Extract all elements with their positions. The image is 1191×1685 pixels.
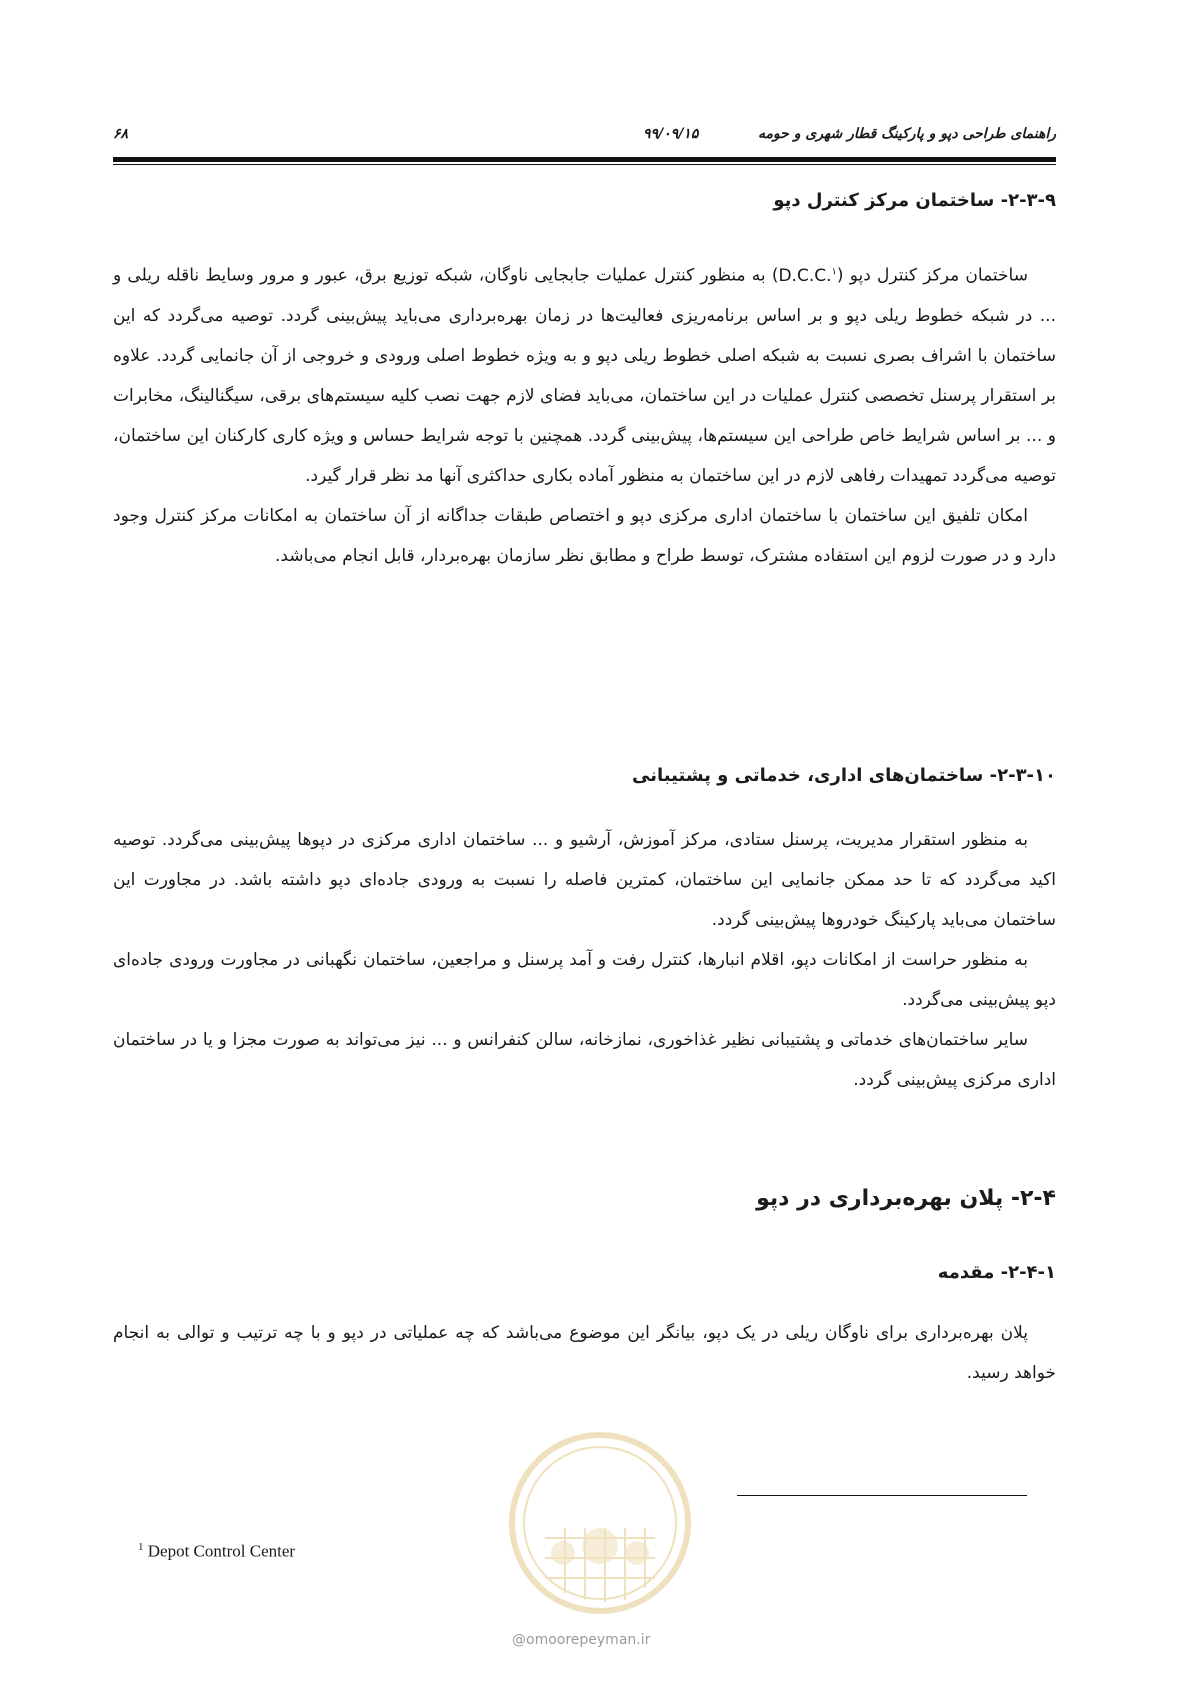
- paragraph: به منظور استقرار مدیریت، پرسنل ستادی، مرکز آموزش، آرشیو و ... ساختمان اداری مرکزی در دپوها پیش‌بینی می‌گردد. توصیه اکید می‌گردد که تا حد ممکن جانمایی این ساختمان، کمترین فاصله را نسبت به ورودی جاده‌ای دپو داشته باشد. در مجاورت این ساختمان می‌باید پارکینگ خودروها پیش‌بینی گردد.: [113, 830, 1056, 930]
- header-rule-thick: [113, 157, 1056, 162]
- watermark-site: @omoorepeyman.ir: [512, 1632, 651, 1648]
- footnote: [138, 1541, 295, 1562]
- section-body-2-3-10: [113, 820, 1056, 1100]
- footnote-text: Depot Control Center: [147, 1541, 296, 1561]
- footnote-separator: [737, 1495, 1027, 1496]
- section-body-2-3-9: [113, 252, 1056, 576]
- paragraph: سایر ساختمان‌های خدماتی و پشتیبانی نظیر غذاخوری، نمازخانه، سالن کنفرانس و ... نیز می‌تواند به صورت مجزا و یا در ساختمان اداری مرکزی پیش‌بینی گردد.: [113, 1030, 1056, 1090]
- watermark-seal-icon: [505, 1428, 695, 1618]
- section-heading-2-4-1: ۲-۴-۱- مقدمه: [937, 1262, 1056, 1283]
- header-date: ۹۹/۰۹/۱۵: [643, 126, 699, 142]
- paragraph-rest: ) به منظور کنترل عملیات جابجایی ناوگان، شبکه توزیع برق، عبور و مرور وسایط ناقله ریلی و ... در شبکه خطوط ریلی دپو و بر اساس برنامه‌ریزی فعالیت‌ها در زمان بهره‌برداری می‌باید پیش‌بینی گردد. توصیه می‌گردد که این ساختمان با اشراف بصری نسبت به شبکه اصلی خطوط ریلی دپو و به ویژه خطوط اصلی ورودی و خروجی از آن جانمایی گردد. علاوه بر استقرار پرسنل تخصصی کنترل عملیات در این ساختمان، می‌باید فضای لازم جهت نصب کلیه سیستم‌های برقی، سیگنالینگ، مخابرات و ... بر اساس شرایط خاص طراحی این سیستم‌ها، پیش‌بینی گردد. همچنین با توجه شرایط حساس و ویژه کاری کارکنان این ساختمان، توصیه می‌گردد تمهیدات رفاهی لازم در این ساختمان به منظور آماده بکاری حداکثری آنها مد نظر قرار گیرد.: [113, 265, 1056, 486]
- paragraph: امکان تلفیق این ساختمان با ساختمان اداری مرکزی دپو و اختصاص طبقات جداگانه از آن ساختمان به امکانات مرکز کنترل وجود دارد و در صورت لزوم این استفاده مشترک، توسط طراح و مطابق نظر سازمان بهره‌بردار، قابل انجام می‌باشد.: [113, 505, 1056, 566]
- paragraph: پلان بهره‌برداری برای ناوگان ریلی در یک دپو، بیانگر این موضوع می‌باشد که چه عملیاتی در دپو و با چه ترتیب و توالی به انجام خواهد رسید.: [113, 1323, 1056, 1383]
- running-header: [113, 126, 1056, 150]
- footnote-reference: ۱: [831, 266, 837, 277]
- section-heading-2-3-10: ۲-۳-۱۰- ساختمان‌های اداری، خدماتی و پشتیبانی: [632, 765, 1056, 786]
- header-title: راهنمای طراحی دپو و پارکینگ قطار شهری و حومه: [757, 126, 1056, 142]
- paragraph: [113, 252, 1056, 496]
- watermark-logo: [505, 1428, 695, 1618]
- abbreviation-text: D.C.C.: [778, 265, 832, 286]
- section-body-2-4-1: [113, 1313, 1056, 1393]
- page-number: ۶۸: [113, 126, 129, 142]
- paragraph: به منظور حراست از امکانات دپو، اقلام انبارها، کنترل رفت و آمد پرسنل و مراجعین، ساختمان نگهبانی در مجاورت ورودی جاده‌ای دپو پیش‌بینی می‌گردد.: [113, 950, 1056, 1010]
- header-rule-thin: [113, 164, 1056, 165]
- section-heading-2-3-9: ۲-۳-۹- ساختمان مرکز کنترل دپو: [773, 190, 1056, 211]
- footnote-marker: 1: [138, 1541, 144, 1553]
- paragraph-start: ساختمان مرکز کنترل دپو (: [836, 265, 1028, 286]
- abbreviation: [778, 266, 836, 286]
- section-heading-2-4: ۲-۴- پلان بهره‌برداری در دپو: [756, 1186, 1056, 1211]
